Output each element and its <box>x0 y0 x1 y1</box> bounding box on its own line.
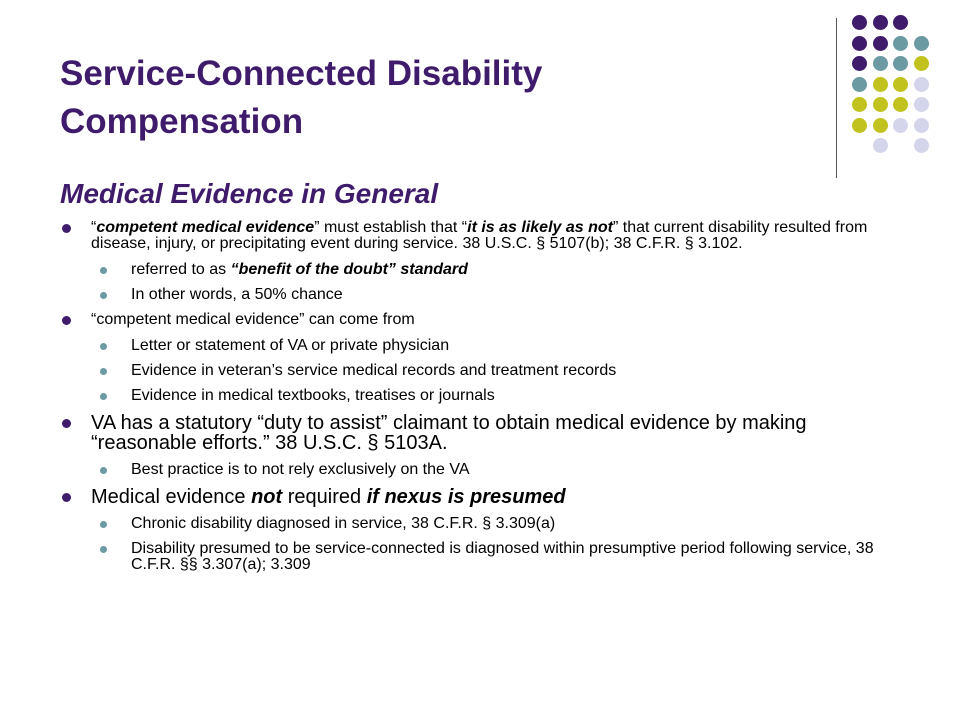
decorative-dot <box>893 56 908 71</box>
decorative-dot <box>914 77 929 92</box>
decorative-dot <box>873 36 888 51</box>
decorative-dot <box>852 15 867 30</box>
decorative-dot <box>873 77 888 92</box>
decorative-dot <box>914 97 929 112</box>
decorative-dot <box>873 97 888 112</box>
sub-bullet-chronic-disability: Chronic disability diagnosed in service, 38 C.F.R. § 3.309(a) <box>60 516 890 532</box>
sub-bullet-fifty-percent: In other words, a 50% chance <box>60 287 890 303</box>
bullet-term: competent medical evidence <box>96 219 315 236</box>
decorative-dot <box>852 97 867 112</box>
decorative-dot <box>873 118 888 133</box>
decorative-dot <box>914 56 929 71</box>
sub-bullet-best-practice: Best practice is to not rely exclusively on the VA <box>60 462 890 478</box>
sub-bullet-presumptive-period: Disability presumed to be service-connected is diagnosed within presumptive period following service, 38 C.F.R. §§ 3.307(a); 3.309 <box>60 541 890 573</box>
decorative-dot <box>873 56 888 71</box>
decorative-dot <box>893 15 908 30</box>
decorative-divider <box>836 18 837 178</box>
slide-title <box>60 50 760 146</box>
sub-bullet-physician-letter: Letter or statement of VA or private physician <box>60 338 890 354</box>
bullet-competent-evidence: “competent medical evidence” must establish that “it is as likely as not” that current disability resulted from disease, injury, or precipitating event during service. 38 U.S.C. § 5107(b); 38 C.F.R. § 3.102. <box>60 220 890 252</box>
decorative-dot <box>852 118 867 133</box>
bullet-phrase: it is as likely as not <box>467 219 613 236</box>
sub-bullet-service-records: Evidence in veteran’s service medical records and treatment records <box>60 363 890 379</box>
decorative-dot <box>852 36 867 51</box>
section-heading: Medical Evidence in General <box>60 178 439 209</box>
decorative-dot <box>852 77 867 92</box>
slide-title-line2: Compensation <box>60 102 304 141</box>
bullet-nexus-presumed: Medical evidence not required if nexus is presumed <box>60 487 890 507</box>
sub-bullet-textbooks: Evidence in medical textbooks, treatises or journals <box>60 388 890 404</box>
decorative-dot <box>873 138 888 153</box>
decorative-dot <box>873 15 888 30</box>
decorative-dot <box>914 118 929 133</box>
decorative-dot <box>893 118 908 133</box>
slide-title-line1: Service-Connected Disability <box>60 54 543 93</box>
bullet-list <box>60 220 890 582</box>
decorative-dot <box>914 36 929 51</box>
decorative-dot <box>893 97 908 112</box>
decorative-dot <box>914 138 929 153</box>
decorative-dot <box>852 56 867 71</box>
sub-bullet-benefit-of-doubt: referred to as “benefit of the doubt” standard <box>60 262 890 278</box>
bullet-evidence-sources: “competent medical evidence” can come from <box>60 312 890 328</box>
bullet-duty-to-assist: VA has a statutory “duty to assist” claimant to obtain medical evidence by making “reasonable efforts.” 38 U.S.C. § 5103A. <box>60 413 890 453</box>
decorative-dot <box>893 36 908 51</box>
decorative-dot <box>893 77 908 92</box>
